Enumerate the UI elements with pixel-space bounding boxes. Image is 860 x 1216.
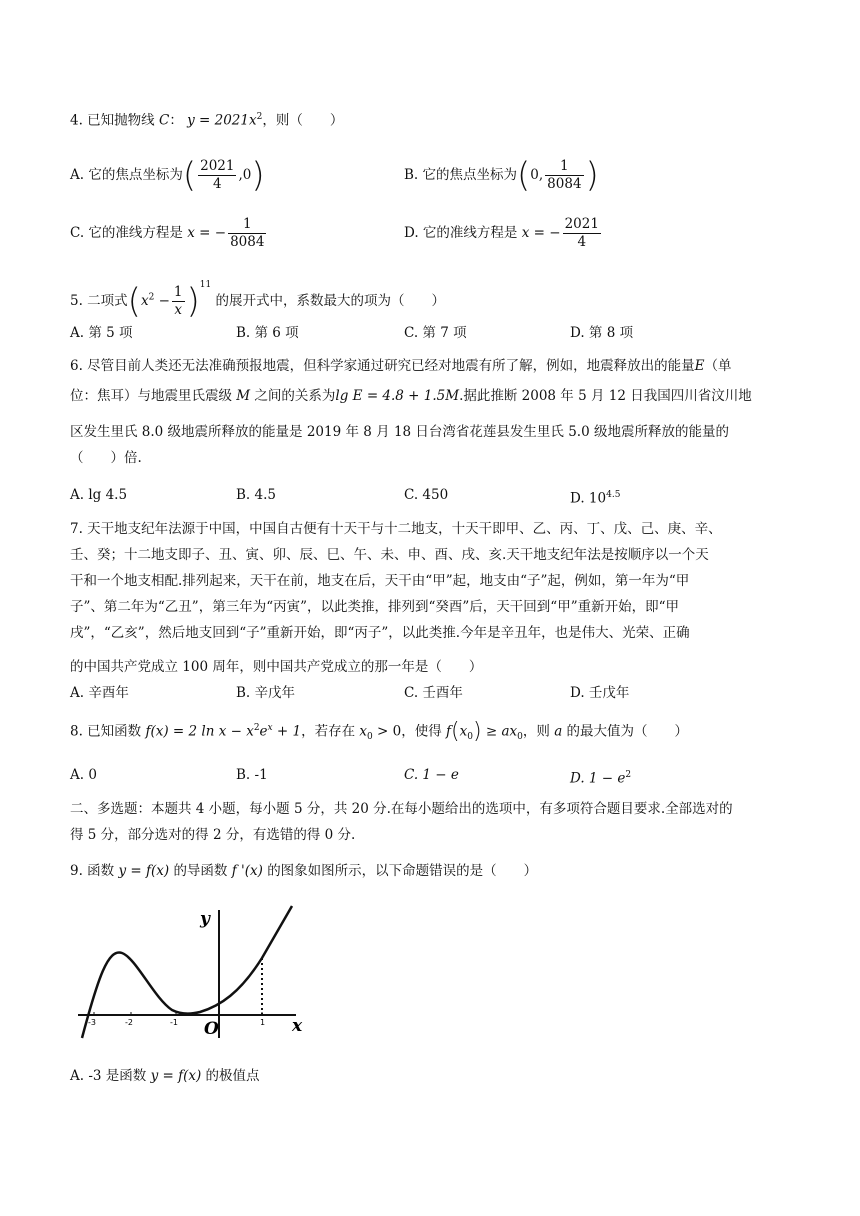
q6-line-3 xyxy=(70,421,729,443)
section2-line-2 xyxy=(70,824,355,846)
q9-stem xyxy=(70,860,537,882)
q8-gt: > 0 xyxy=(372,723,402,740)
q4-stem xyxy=(70,106,343,132)
q5-option-b[interactable] xyxy=(236,322,299,344)
q6-line2-text: 位：焦耳）与地震里氏震级 xyxy=(70,388,232,404)
q6-option-c[interactable] xyxy=(404,484,448,506)
q5-stem-text: 5. 二项式 xyxy=(70,293,128,309)
q4-c-eq: x = − xyxy=(187,225,227,241)
q7-line6-text: 的中国共产党成立 100 周年，则中国共产党成立的那一年是（ ） xyxy=(70,659,483,675)
q5-x: x xyxy=(140,293,149,309)
q4-b-den: 8084 xyxy=(547,176,582,192)
q6-line4-text: （ ）倍. xyxy=(70,450,142,466)
q4-d-label: D. 它的准线方程是 xyxy=(404,225,518,241)
q4-c-num: 1 xyxy=(228,216,266,234)
q4-d-eq: x = − xyxy=(521,225,561,241)
q4-a-label: A. 它的焦点坐标为 xyxy=(70,167,183,183)
q6-a-text: A. lg 4.5 xyxy=(70,487,128,503)
section2-text-1: 二、多选题：本题共 4 小题，每小题 5 分，共 20 分.在每小题给出的选项中，有多项符合题目要求.全部选对的 xyxy=(70,801,733,817)
q5-option-d[interactable] xyxy=(570,322,633,344)
q7-line-5 xyxy=(70,622,690,644)
q8-exp2: x xyxy=(267,723,273,733)
q7-line-1 xyxy=(70,518,722,540)
q6-var-m: M xyxy=(236,388,251,404)
q4-equation: y = 2021x xyxy=(187,112,257,129)
q7-line-2 xyxy=(70,544,709,566)
q5-num: 1 xyxy=(173,284,183,300)
q6-line-4 xyxy=(70,447,142,469)
q6-d-exp: 4.5 xyxy=(606,490,621,500)
q4-exponent: 2 xyxy=(256,112,263,122)
q6-option-a[interactable] xyxy=(70,484,127,506)
q6-line1-text: 6. 尽管目前人类还无法准确预报地震，但科学家通过研究已经对地震有所了解，例如，地震释放出的能量 xyxy=(70,358,695,374)
q5-a-text: A. 第 5 项 xyxy=(70,325,133,341)
q5-den: x xyxy=(174,302,183,318)
q5-x-exp: 2 xyxy=(148,292,155,303)
tick-label-neg1: -1 xyxy=(170,1018,178,1027)
q4-a-fraction xyxy=(198,158,236,193)
q5-lparen: ( xyxy=(127,281,141,322)
q4-option-d[interactable] xyxy=(404,216,603,251)
q9-fprime: f '(x) xyxy=(231,863,263,879)
q6-option-b[interactable] xyxy=(236,484,276,506)
q8-x0: x xyxy=(359,723,368,740)
q6-b-text: B. 4.5 xyxy=(236,487,276,503)
q8-then: ，则 xyxy=(522,723,550,740)
q8-stem-text: 8. 已知函数 xyxy=(70,723,142,740)
q8-exp1: 2 xyxy=(253,723,260,733)
q7-line-3 xyxy=(70,570,689,592)
q7-option-c[interactable] xyxy=(404,682,463,704)
q8-ineq-x: x xyxy=(459,723,468,740)
q8-option-d[interactable] xyxy=(570,764,631,790)
q6-c-text: C. 450 xyxy=(404,487,449,503)
q4-c-label: C. 它的准线方程是 xyxy=(70,225,183,241)
q7-option-a[interactable] xyxy=(70,682,129,704)
q4-b-rparen: ) xyxy=(585,155,599,196)
q6-line1-tail: （单 xyxy=(704,358,732,374)
q6-line2-mid: 之间的关系为 xyxy=(254,388,336,404)
tick-label-neg3: -3 xyxy=(88,1018,96,1027)
q6-line-2 xyxy=(70,385,752,407)
q8-ineq-sub: 0 xyxy=(467,732,473,743)
q7-b-text: B. 辛戊年 xyxy=(236,685,296,701)
q5-rparen: ) xyxy=(186,281,200,322)
section2-line-1 xyxy=(70,798,733,820)
q6-var-e: E xyxy=(694,358,705,374)
q8-ineq-rparen: ) xyxy=(473,719,482,744)
q4-var-c: C xyxy=(158,112,170,129)
q4-stem-text: 4. 已知抛物线 xyxy=(70,112,155,129)
q5-minus: − xyxy=(158,293,170,309)
q8-exists: ，若存在 xyxy=(301,723,356,740)
q4-b-fraction xyxy=(545,158,583,193)
q4-option-a[interactable] xyxy=(70,155,265,196)
q4-b-lparen: ( xyxy=(517,155,531,196)
q5-d-text: D. 第 8 项 xyxy=(570,325,634,341)
q4-option-c[interactable] xyxy=(70,216,268,251)
q8-option-a[interactable] xyxy=(70,764,97,786)
q8-x0-sub: 0 xyxy=(367,732,373,743)
q8-b-text: B. -1 xyxy=(236,767,268,783)
q7-line5-text: 戌”，“乙亥”，然后地支回到“子”重新开始，即“丙子”，以此类推.今年是辛丑年，也是伟大、光荣、正确 xyxy=(70,625,690,641)
q4-c-fraction xyxy=(228,216,266,251)
q7-line-4 xyxy=(70,596,679,618)
q9-stem-text: 9. 函数 xyxy=(70,863,115,879)
q8-d-exp: 2 xyxy=(625,770,632,780)
q5-b-text: B. 第 6 项 xyxy=(236,325,299,341)
q7-line3-text: 干和一个地支相配.排列起来，天干在前，地支在后，天干由“甲”起，地支由“子”起，例如，第一年为“甲 xyxy=(70,573,690,589)
q7-d-text: D. 壬戊年 xyxy=(570,685,630,701)
q6-option-d[interactable] xyxy=(570,484,620,510)
q4-d-den: 4 xyxy=(577,234,587,250)
q5-option-c[interactable] xyxy=(404,322,467,344)
q8-a-text: A. 0 xyxy=(70,767,97,783)
q4-a-rparen: ) xyxy=(251,155,265,196)
q4-a-num: 2021 xyxy=(200,158,235,174)
q8-ineq-f: f xyxy=(446,723,452,740)
q9-y-eq: y = f(x) xyxy=(118,863,170,879)
q9-a-eq: y = f(x) xyxy=(150,1068,202,1084)
q5-option-a[interactable] xyxy=(70,322,133,344)
q9-a-tail: 的极值点 xyxy=(205,1068,260,1084)
q7-c-text: C. 壬酉年 xyxy=(404,685,463,701)
q4-tail: ，则（ ） xyxy=(262,112,344,129)
q4-b-label: B. 它的焦点坐标为 xyxy=(404,167,518,183)
q8-ineq-rhs: ≥ ax xyxy=(481,723,518,740)
q8-function: f(x) = 2 ln x − x xyxy=(145,723,254,740)
q8-e: e xyxy=(259,723,268,740)
q5-stem xyxy=(70,274,446,322)
q8-ineq-sub2: 0 xyxy=(517,732,523,743)
q8-var-a: a xyxy=(554,723,563,740)
q4-a-lparen: ( xyxy=(182,155,197,196)
q7-line-6 xyxy=(70,656,482,678)
q7-line2-text: 壬、癸；十二地支即子、丑、寅、卯、辰、巳、午、未、申、酉、戌、亥.天干地支纪年法是按顺序以一个天 xyxy=(70,547,709,563)
origin-label: O xyxy=(204,1019,219,1039)
q6-d-text: D. 10 xyxy=(570,490,607,507)
q7-a-text: A. 辛酉年 xyxy=(70,685,129,701)
q8-such-that: ，使得 xyxy=(401,723,442,740)
q6-line-1 xyxy=(70,355,732,377)
q5-tail: 的展开式中，系数最大的项为（ ） xyxy=(215,293,446,309)
q4-d-num: 2021 xyxy=(564,216,599,232)
q9-option-a[interactable] xyxy=(70,1065,260,1087)
q4-d-fraction xyxy=(563,216,601,251)
q5-power: 11 xyxy=(199,280,212,290)
q6-line3-text: 区发生里氏 8.0 级地震所释放的能量是 2019 年 8 月 18 日台湾省花莲县发生里氏 5.0 级地震所释放的能量的 xyxy=(70,424,729,440)
q8-fx-tail: + 1 xyxy=(272,723,302,740)
q7-option-b[interactable] xyxy=(236,682,295,704)
q8-option-b[interactable] xyxy=(236,764,268,786)
q4-b-head: 0, xyxy=(530,167,544,183)
q8-tail: 的最大值为（ ） xyxy=(566,723,689,740)
q8-stem xyxy=(70,717,688,748)
q8-ineq-lparen: ( xyxy=(451,719,460,744)
q7-line4-text: 子”、第二年为“乙丑”，第三年为“丙寅”，以此类推，排列到“癸酉”后，天干回到“甲”重新开始，即“甲 xyxy=(70,599,680,615)
q8-c-text: C. 1 − e xyxy=(404,767,459,783)
q5-fraction xyxy=(172,284,185,319)
q7-line1-text: 7. 天干地支纪年法源于中国，中国自古便有十天干与十二地支，十天干即甲、乙、丙、丁、戊、己、庚、辛、 xyxy=(70,521,722,537)
tick-label-neg2: -2 xyxy=(125,1018,133,1027)
tick-label-1: 1 xyxy=(260,1018,266,1027)
q8-d-text: D. 1 − e xyxy=(570,770,626,787)
q4-option-b[interactable] xyxy=(404,155,599,196)
q6-line2-tail: .据此推断 2008 年 5 月 12 日我国四川省汶川地 xyxy=(459,388,752,404)
q4-b-num: 1 xyxy=(545,158,583,176)
x-axis-label: x xyxy=(292,1016,303,1036)
q6-equation: lg E = 4.8 + 1.5M xyxy=(335,388,460,404)
q4-colon: ： xyxy=(169,112,183,129)
q4-c-den: 8084 xyxy=(230,234,265,250)
q4-a-tail: ,0 xyxy=(238,167,252,183)
q9-a-text: A. -3 是函数 xyxy=(70,1068,147,1084)
q9-tail: 的图象如图所示，以下命题错误的是（ ） xyxy=(267,863,538,879)
y-axis-label: y xyxy=(200,909,210,929)
q5-c-text: C. 第 7 项 xyxy=(404,325,467,341)
q4-a-den: 4 xyxy=(212,176,222,192)
q9-derivative-text: 的导函数 xyxy=(173,863,228,879)
derivative-graph xyxy=(70,898,310,1062)
q7-option-d[interactable] xyxy=(570,682,629,704)
derivative-graph-svg xyxy=(70,898,310,1058)
section2-text-2: 得 5 分，部分选对的得 2 分，有选错的得 0 分. xyxy=(70,827,356,843)
q8-option-c[interactable] xyxy=(404,764,459,786)
